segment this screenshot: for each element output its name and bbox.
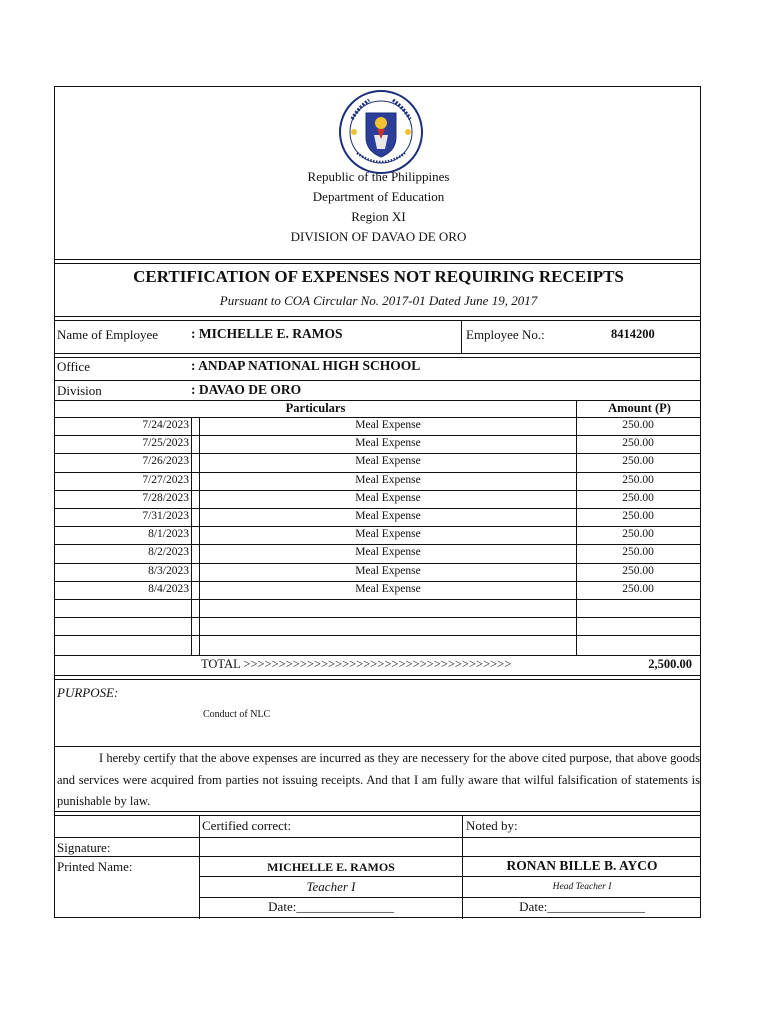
certifier-name: MICHELLE E. RAMOS — [267, 860, 395, 874]
row-date: 7/28/2023 — [142, 491, 189, 504]
divider — [55, 811, 700, 812]
row-date: 7/24/2023 — [142, 419, 189, 431]
employee-name-label: Name of Employee — [57, 327, 159, 342]
row-divider — [55, 581, 700, 582]
noter-name: RONAN BILLE B. AYCO — [506, 858, 658, 873]
row-divider — [55, 617, 700, 618]
employee-name-value: : MICHELLE E. RAMOS — [191, 326, 343, 341]
divider — [200, 876, 700, 877]
row-date: 8/4/2023 — [148, 582, 189, 595]
total-value: 2,500.00 — [648, 657, 692, 671]
particulars-header: Particulars — [285, 401, 346, 415]
divider — [55, 679, 700, 680]
header-division: DIVISION OF DAVAO DE ORO — [290, 229, 467, 244]
total-label: TOTAL >>>>>>>>>>>>>>>>>>>>>>>>>>>>>>>>>>>>>> — [201, 657, 512, 671]
certification-statement: I hereby certify that the above expenses are incurred as they are necessery for the above cited purpose, that above goods and services were acquired from parties not issuing receipts. And that I am fully aware that wilful falsification of statements is punishable by law. — [57, 751, 700, 808]
divider — [55, 320, 700, 321]
certified-correct-label: Certified correct: — [202, 818, 292, 833]
row-divider — [55, 472, 700, 473]
row-particular: Meal Expense — [355, 491, 421, 504]
divider — [55, 353, 700, 354]
row-amount: 250.00 — [622, 419, 654, 431]
certifier-position: Teacher I — [306, 879, 356, 894]
row-particular: Meal Expense — [355, 582, 421, 595]
signature-label: Signature: — [57, 840, 111, 855]
divider — [576, 400, 577, 655]
certifier-date: Date:_______________ — [268, 899, 394, 914]
row-particular: Meal Expense — [355, 473, 421, 486]
divider — [55, 655, 700, 656]
divider — [55, 259, 700, 260]
divider — [55, 746, 700, 747]
purpose-text: Conduct of NLC — [203, 709, 271, 720]
divider — [55, 316, 700, 317]
divider — [55, 380, 700, 381]
row-amount: 250.00 — [622, 510, 654, 522]
row-divider — [55, 453, 700, 454]
form-subtitle: Pursuant to COA Circular No. 2017-01 Dated June 19, 2017 — [219, 293, 538, 308]
row-particular: Meal Expense — [355, 528, 421, 541]
row-divider — [55, 635, 700, 636]
divider — [199, 815, 200, 919]
divider — [461, 320, 462, 354]
deped-seal-icon — [335, 89, 427, 175]
row-amount: 250.00 — [622, 473, 654, 486]
expense-certification-form — [54, 86, 701, 918]
divider — [55, 263, 700, 264]
printed-name-label: Printed Name: — [57, 859, 133, 874]
header-republic: Republic of the Philippines — [307, 169, 450, 184]
row-particular: Meal Expense — [355, 510, 421, 522]
row-date: 7/31/2023 — [142, 510, 189, 522]
row-amount: 250.00 — [622, 546, 654, 559]
noter-position: Head Teacher I — [552, 882, 612, 892]
amount-header: Amount (P) — [608, 401, 671, 415]
row-divider — [55, 508, 700, 509]
row-date: 7/26/2023 — [142, 455, 189, 468]
row-particular: Meal Expense — [355, 437, 421, 450]
row-date: 8/1/2023 — [148, 528, 189, 541]
header-region: Region XI — [351, 209, 406, 224]
row-particular: Meal Expense — [355, 564, 421, 577]
row-amount: 250.00 — [622, 528, 654, 541]
office-label: Office — [57, 359, 90, 374]
employee-no-value: 8414200 — [611, 327, 655, 341]
divider — [200, 897, 700, 898]
row-amount: 250.00 — [622, 564, 654, 577]
row-amount: 250.00 — [622, 437, 654, 450]
row-date: 7/25/2023 — [142, 437, 189, 450]
row-particular: Meal Expense — [355, 546, 421, 559]
division-label: Division — [57, 383, 102, 398]
row-particular: Meal Expense — [355, 419, 421, 431]
divider — [55, 837, 700, 838]
header-department: Department of Education — [312, 189, 445, 204]
divider — [55, 856, 700, 857]
row-divider — [55, 544, 700, 545]
noted-by-label: Noted by: — [466, 818, 518, 833]
row-divider — [55, 526, 700, 527]
row-divider — [55, 435, 700, 436]
row-amount: 250.00 — [622, 582, 654, 595]
purpose-label: PURPOSE: — [57, 685, 119, 700]
row-particular: Meal Expense — [355, 455, 421, 468]
row-amount: 250.00 — [622, 455, 654, 468]
noter-date: Date:_______________ — [519, 899, 645, 914]
employee-no-label: Employee No.: — [466, 327, 545, 342]
row-divider — [55, 490, 700, 491]
row-date: 8/3/2023 — [148, 564, 189, 577]
divider — [55, 815, 700, 816]
row-date: 8/2/2023 — [148, 546, 189, 559]
row-divider — [55, 599, 700, 600]
form-title: CERTIFICATION OF EXPENSES NOT REQUIRING RECEIPTS — [133, 267, 624, 286]
divider — [199, 417, 200, 655]
divider — [191, 417, 192, 655]
divider — [55, 675, 700, 676]
row-amount: 250.00 — [622, 491, 654, 504]
row-date: 7/27/2023 — [142, 473, 189, 486]
office-value: : ANDAP NATIONAL HIGH SCHOOL — [191, 358, 421, 373]
row-divider — [55, 563, 700, 564]
divider — [462, 815, 463, 919]
division-value: : DAVAO DE ORO — [191, 382, 302, 397]
